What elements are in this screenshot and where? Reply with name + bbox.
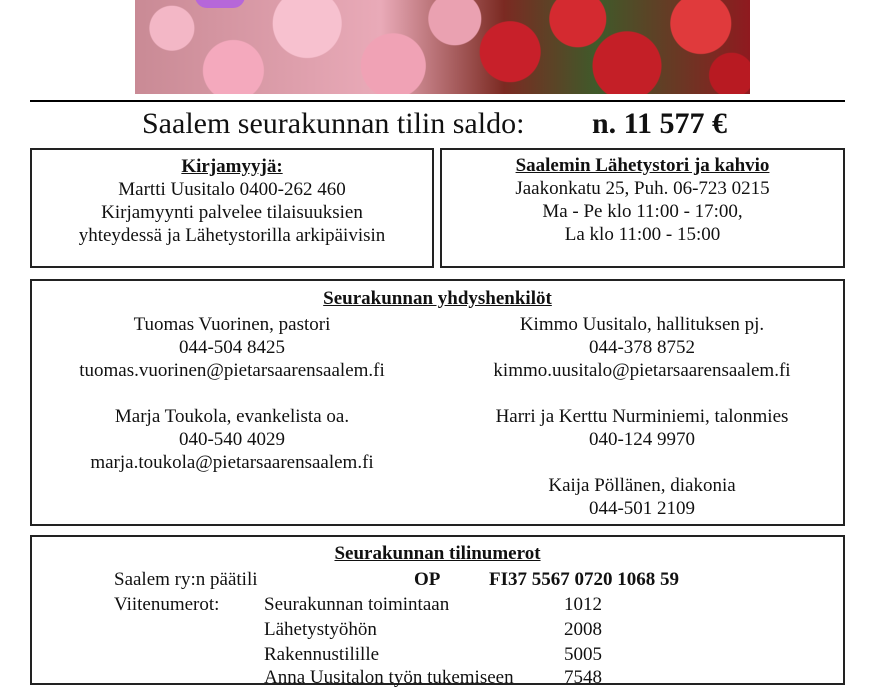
contact-phone: 040-124 9970 [588,429,696,450]
mission-shop-line: Ma - Pe klo 11:00 - 17:00, [542,201,743,222]
balance-label: Saalem seurakunnan tilin saldo: [142,107,525,140]
reference-code: 1012 [564,594,602,615]
book-seller-line: yhteydessä ja Lähetystorilla arkipäivisin [78,225,386,246]
contacts-box [30,279,845,526]
reference-code: 5005 [564,644,602,665]
contact-phone: 044-501 2109 [588,498,696,519]
book-seller-line: Kirjamyynti palvelee tilaisuuksien [101,202,363,223]
contact-email[interactable]: marja.toukola@pietarsaarensaalem.fi [90,452,374,473]
main-account-bank: OP [414,569,441,590]
contact-name: Tuomas Vuorinen, pastori [133,314,331,335]
contact-name: Kaija Pöllänen, diakonia [548,475,736,496]
book-seller-line: Martti Uusitalo 0400-262 460 [118,179,346,200]
mission-shop-title: Saalemin Lähetystori ja kahvio [515,155,770,176]
reference-name: Lähetystyöhön [264,619,377,640]
accounts-box [30,535,845,688]
balance-line [30,104,845,144]
contact-name: Marja Toukola, evankelista oa. [114,406,350,427]
main-account-label: Saalem ry:n päätili [114,569,258,590]
banner-decoration [195,0,245,8]
book-seller-title: Kirjamyyjä: [181,156,283,177]
reference-code: 7548 [564,667,602,688]
contact-name: Harri ja Kerttu Nurminiemi, talonmies [495,406,789,427]
reference-code: 2008 [564,619,602,640]
mission-shop-line: Jaakonkatu 25, Puh. 06-723 0215 [515,178,770,199]
mission-shop-line: La klo 11:00 - 15:00 [564,224,721,245]
contacts-right-column [442,313,842,520]
contact-name: Kimmo Uusitalo, hallituksen pj. [519,314,765,335]
reference-name: Seurakunnan toimintaan [264,594,450,615]
balance-amount: n. 11 577 € [592,107,728,140]
contact-email[interactable]: tuomas.vuorinen@pietarsaarensaalem.fi [79,360,385,381]
contact-phone: 044-504 8425 [178,337,286,358]
contacts-title: Seurakunnan yhdyshenkilöt [323,288,552,309]
divider [30,100,845,102]
reference-label: Viitenumerot: [114,594,220,615]
main-account-iban: FI37 5567 0720 1068 59 [489,569,679,590]
contacts-left-column [32,313,432,474]
accounts-title: Seurakunnan tilinumerot [334,543,541,564]
contact-email[interactable]: kimmo.uusitalo@pietarsaarensaalem.fi [493,360,791,381]
mission-shop-box [440,148,845,268]
roses-banner-image [135,0,750,94]
reference-name: Anna Uusitalon työn tukemiseen [264,667,514,688]
contact-phone: 040-540 4029 [178,429,286,450]
reference-name: Rakennustilille [264,644,380,665]
contact-phone: 044-378 8752 [588,337,696,358]
book-seller-box [30,148,434,268]
